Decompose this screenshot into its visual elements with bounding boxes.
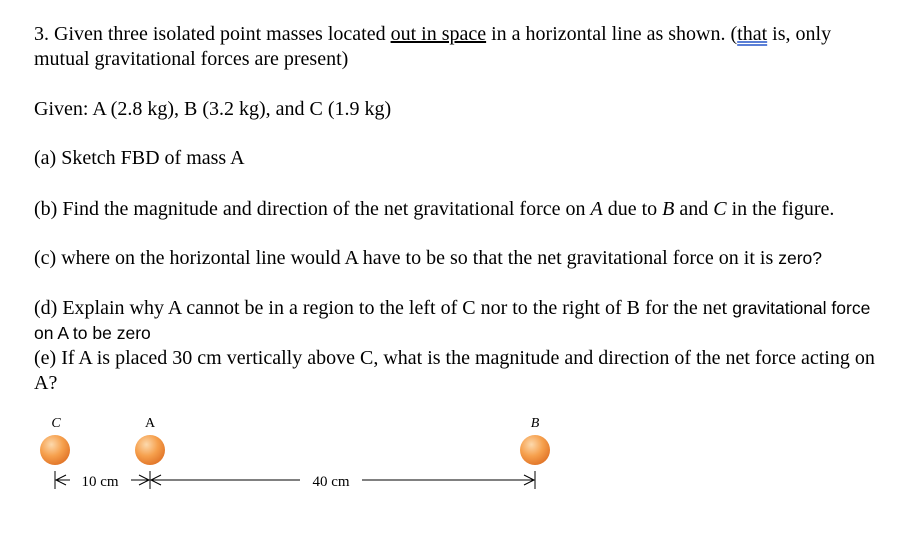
given-line: Given: A (2.8 kg), B (3.2 kg), and C (1.9 kg) bbox=[34, 98, 392, 120]
mass-label-a: A bbox=[144, 416, 156, 431]
dimension-10cm: 10 cm bbox=[81, 474, 119, 490]
out-in-space-underlined: out in space bbox=[390, 23, 487, 45]
mass-diagram bbox=[0, 405, 901, 505]
problem-intro: 3. Given three isolated point masses located out in space in a horizontal line as shown. (that is, only mutual gravitational forces are present) bbox=[34, 23, 832, 70]
mass-b-sphere bbox=[520, 435, 550, 465]
dimension-lines bbox=[55, 471, 535, 489]
problem-number: 3. bbox=[34, 23, 49, 45]
that-flagged-word: that bbox=[737, 23, 768, 45]
mass-a-sphere bbox=[135, 435, 165, 465]
mass-label-b: B bbox=[530, 416, 540, 431]
part-c: (c) where on the horizontal line would A have to be so that the net gravitational force on it is zero? bbox=[34, 247, 823, 269]
mass-label-c: C bbox=[51, 416, 61, 431]
part-e: (e) If A is placed 30 cm vertically above C, what is the magnitude and direction of the net force acting on A? bbox=[34, 347, 875, 394]
mass-c-sphere bbox=[40, 435, 70, 465]
part-d: (d) Explain why A cannot be in a region to the left of C nor to the right of B for the net gravitational force on A to be zero bbox=[34, 297, 871, 343]
part-b: (b) Find the magnitude and direction of the net gravitational force on A due to B and C in the figure. bbox=[34, 198, 835, 220]
dimension-40cm: 40 cm bbox=[312, 474, 350, 490]
part-a: (a) Sketch FBD of mass A bbox=[34, 147, 245, 169]
